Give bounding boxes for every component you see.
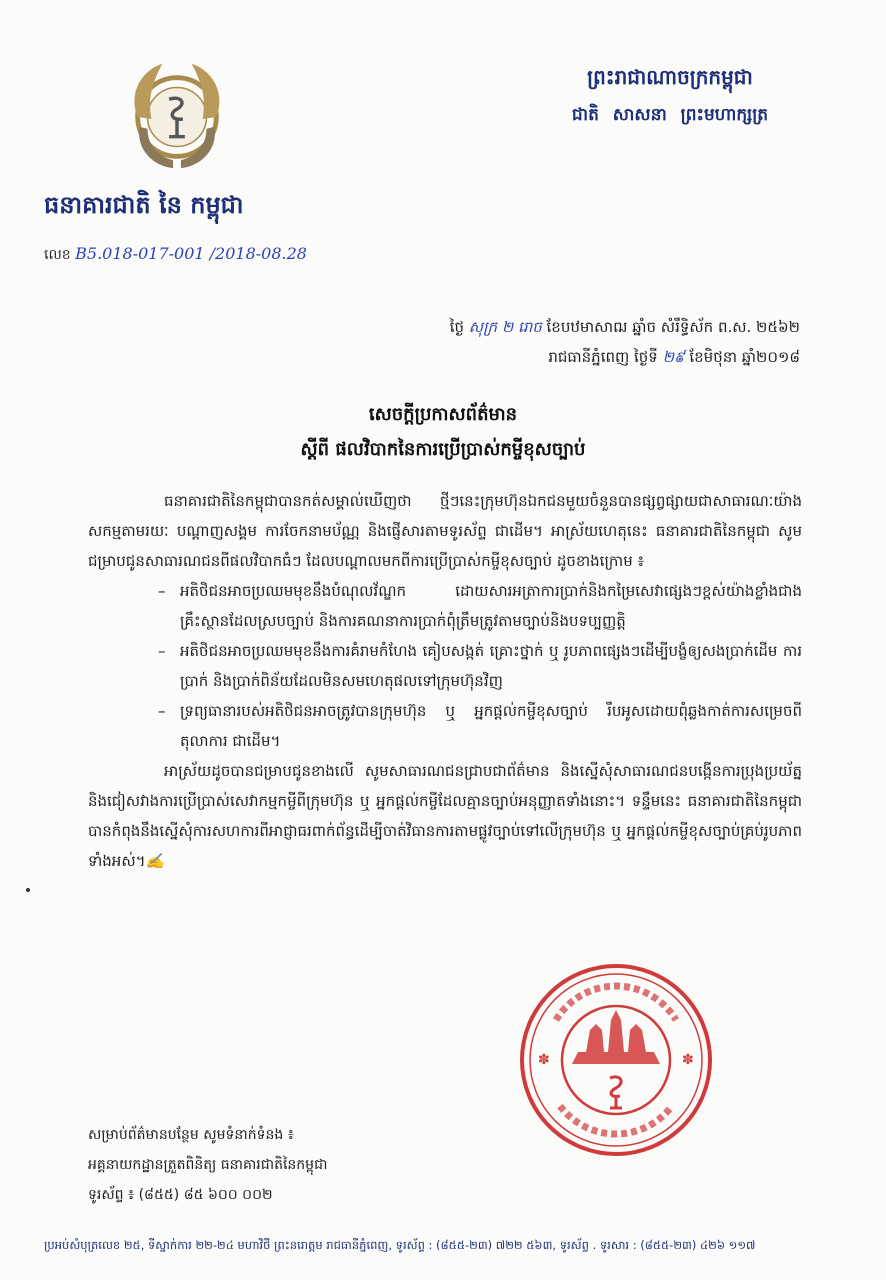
title-line-1: សេចក្តីប្រកាសព័ត៌មាន (368, 404, 518, 425)
handwritten-mark: ✍ (145, 852, 165, 870)
footer-address: ប្រអប់សំបុត្រលេខ ២៥, ទីស្នាក់ការ ២២-២៤ មហាវិថី ព្រះនរោត្តម រាជធានីភ្នំពេញ, ទូរស័ព្ទ : (៨៥៥-២៣) ៧២២ ៥៦៣, ទូរស័ព្ទ . ទូរសារ : (៨៥៥-២៣) ៤២៦ ១១៧ (44, 1238, 756, 1252)
list-item: – អតិថិជនអាចប្រឈមមុខនឹងបំណុលវ័ណ្ឌក ដោយសារអត្រាការប្រាក់និងកម្រៃសេវាផ្សេងៗខ្ពស់យ៉ាងខ្លាំងជាងគ្រឹះស្ថានដែលស្របច្បាប់ និងការគណនាការប្រាក់ពុំត្រឹមត្រូវតាមច្បាប់និងបទប្បញ្ញត្តិ (158, 582, 802, 630)
reference-label: លេខ (44, 247, 71, 263)
kingdom-header (540, 64, 800, 129)
solar-day-handwritten: ២៩ (662, 348, 685, 366)
contact-line-1: សម្រាប់ព័ត៌មានបន្ថែម សូមទំនាក់ទំនង ៖ (88, 1127, 294, 1143)
contact-phone: ទូរស័ព្ទ ៖ (៨៥៥) ៨៥ ៦០០ ០០២ (88, 1187, 273, 1203)
national-motto: ជាតិ សាសនា ព្រះមហាក្សត្រ (571, 105, 769, 125)
contact-info (88, 1120, 508, 1210)
solar-date: រាជធានីភ្នំពេញ ថ្ងៃទី ២៩ ខែមិថុនា ឆ្នាំ២០១៨ (548, 348, 800, 366)
official-seal-icon (516, 960, 716, 1160)
kingdom-title: ព្រះរាជាណាចក្រកម្ពុជា (587, 65, 753, 89)
list-item: – អតិថិជនអាចប្រឈមមុខនឹងការគំរាមកំហែង គៀបសង្កត់ គ្រោះថ្នាក់ ឬ រូបភាពផ្សេងៗដើម្បីបង្ខំឲ្យសងប្រាក់ដើម ការប្រាក់ និងប្រាក់ពិន័យដែលមិនសមហេតុផលទៅក្រុមហ៊ុនវិញ (158, 642, 802, 690)
consequence-list (88, 576, 802, 756)
reference-number (44, 244, 464, 266)
list-item: – ទ្រព្យធានារបស់អតិថិជនអាចត្រូវបានក្រុមហ៊ុន ឬ អ្នកផ្តល់កម្ចីខុសច្បាប់ រឹបអូសដោយពុំឆ្លងកាត់ការសម្រេចពីតុលាការ ជាដើម។ (158, 702, 802, 750)
svg-text:✽: ✽ (538, 1052, 550, 1068)
lunar-date-handwritten: សុក្រ ២ រោច (468, 318, 542, 336)
reference-number-handwritten: B5.018-017-001 /2018-08.28 (75, 244, 307, 263)
date-block (300, 312, 800, 372)
svg-text:✽: ✽ (682, 1052, 694, 1068)
title-line-2: ស្តីពី ផលវិបាកនៃការប្រើប្រាស់កម្ចីខុសច្បាប់ (300, 439, 586, 460)
contact-department: អគ្គនាយកដ្ឋានត្រួតពិនិត្យ ធនាគារជាតិនៃកម្ពុជា (88, 1157, 328, 1173)
nbc-emblem-icon (118, 58, 236, 176)
document-body (88, 486, 802, 876)
scan-speck (26, 888, 30, 892)
bank-name: ធនាគារជាតិ នៃ កម្ពុជា (44, 191, 244, 219)
paragraph-intro: ធនាគារជាតិនៃកម្ពុជាបានកត់សម្គាល់ឃើញថា ថ្មីៗនេះក្រុមហ៊ុនឯកជនមួយចំនួនបានផ្សព្វផ្សាយជាសាធារណៈយ៉ាងសកម្មតាមរយៈ បណ្តាញសង្គម ការចែកនាមប័ណ្ណ និងផ្ញើសារតាមទូរស័ព្ទ ជាដើម។ អាស្រ័យហេតុនេះ ធនាគារជាតិនៃកម្ពុជា សូមជម្រាបជូនសាធារណជនពីផលវិបាកធំៗ ដែលបណ្តាលមកពីការប្រើប្រាស់កម្ចីខុសច្បាប់ ដូចខាងក្រោម ៖ (88, 492, 802, 570)
lunar-date: ថ្ងៃ សុក្រ ២ រោច ខែបឋមាសាឍ ឆ្នាំច សំរឹទ្ធិស័ក ព.ស. ២៥៦២ (449, 318, 800, 336)
document-title (0, 402, 886, 464)
paragraph-conclusion: អាស្រ័យដូចបានជម្រាបជូនខាងលើ សូមសាធារណជនជ្រាបជាព័ត៌មាន និងស្នើសុំសាធារណជនបង្កើនការប្រុងប្រយ័ត្ន និងជៀសវាងការប្រើប្រាស់សេវាកម្មកម្ចីពីក្រុមហ៊ុន ឬ អ្នកផ្តល់កម្ចីដែលគ្មានច្បាប់អនុញ្ញាតទាំងនោះ។ ទន្ទឹមនេះ ធនាគារជាតិនៃកម្ពុជាបានកំពុងនឹងស្នើសុំការសហការពីអាជ្ញាធរពាក់ព័ន្ធដើម្បីចាត់វិធានការតាមផ្លូវច្បាប់ទៅលើក្រុមហ៊ុន ឬ អ្នកផ្តល់កម្ចីខុសច្បាប់គ្រប់រូបភាពទាំងអស់។✍ (88, 762, 802, 870)
